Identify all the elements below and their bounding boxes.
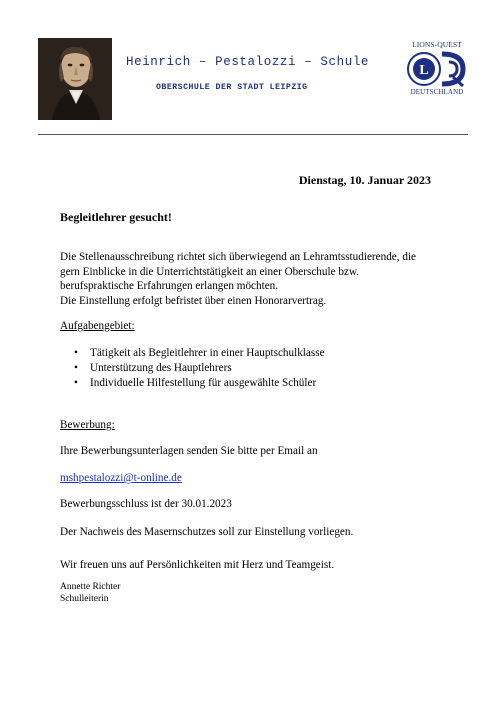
- signature-title: Schulleiterin: [60, 593, 109, 604]
- email-block: [60, 471, 460, 486]
- deadline-block: [60, 497, 460, 512]
- list-item: • Individuelle Hilfestellung für ausgewählte Schüler: [74, 376, 325, 391]
- school-subtitle: OBERSCHULE DER STADT LEIPZIG: [156, 83, 308, 92]
- closing-block: [60, 558, 460, 573]
- intro-line: Die Einstellung erfolgt befristet über einen Honorarvertrag.: [60, 294, 327, 307]
- signature-block: [60, 582, 120, 605]
- list-item: • Tätigkeit als Begleitlehrer in einer Hauptschulklasse: [74, 346, 325, 361]
- closing-text: Wir freuen uns auf Persönlichkeiten mit Herz und Teamgeist.: [60, 559, 335, 571]
- intro-line: Die Stellenausschreibung richtet sich überwiegend an Lehramtsstudierende, die: [60, 251, 417, 263]
- letter-heading: Begleitlehrer gesucht!: [60, 210, 172, 224]
- lions-quest-logo: [403, 40, 471, 100]
- svg-text:L: L: [419, 63, 429, 78]
- list-item: • Unterstützung des Hauptlehrers: [74, 361, 325, 376]
- tasks-title-block: [60, 319, 460, 334]
- email-link[interactable]: mshpestalozzi@t-online.de: [60, 472, 182, 484]
- measles-note: Der Nachweis des Masernschutzes soll zur Einstellung vorliegen.: [60, 526, 354, 538]
- application-text-block: [60, 444, 460, 459]
- logo-bottom-text: DEUTSCHLAND: [410, 88, 464, 96]
- tasks-list: [74, 346, 325, 391]
- application-title-block: [60, 418, 460, 433]
- intro-line: gern Einblicke in die Unterrichtstätigkeit an einer Oberschule bzw.: [60, 265, 360, 278]
- pestalozzi-portrait: [38, 38, 112, 120]
- application-text: Ihre Bewerbungsunterlagen senden Sie bitte per Email an: [60, 445, 318, 457]
- measles-block: [60, 525, 460, 540]
- portrait-image: [38, 38, 112, 120]
- letter-date: Dienstag, 10. Januar 2023: [298, 173, 431, 187]
- application-title: Bewerbung:: [60, 419, 115, 431]
- logo-top-text: LIONS-QUEST: [412, 40, 462, 49]
- header-divider: [38, 134, 468, 135]
- signature-name: Annette Richter: [60, 582, 121, 592]
- tasks-title: Aufgabengebiet:: [60, 320, 135, 332]
- intro-paragraph: [60, 250, 460, 308]
- intro-line: berufspraktische Erfahrungen erlangen möchten.: [60, 280, 279, 293]
- lions-quest-emblem-icon: [405, 50, 469, 88]
- deadline-text: Bewerbungsschluss ist der 30.01.2023: [60, 498, 232, 510]
- school-name: Heinrich – Pestalozzi – Schule: [126, 55, 370, 69]
